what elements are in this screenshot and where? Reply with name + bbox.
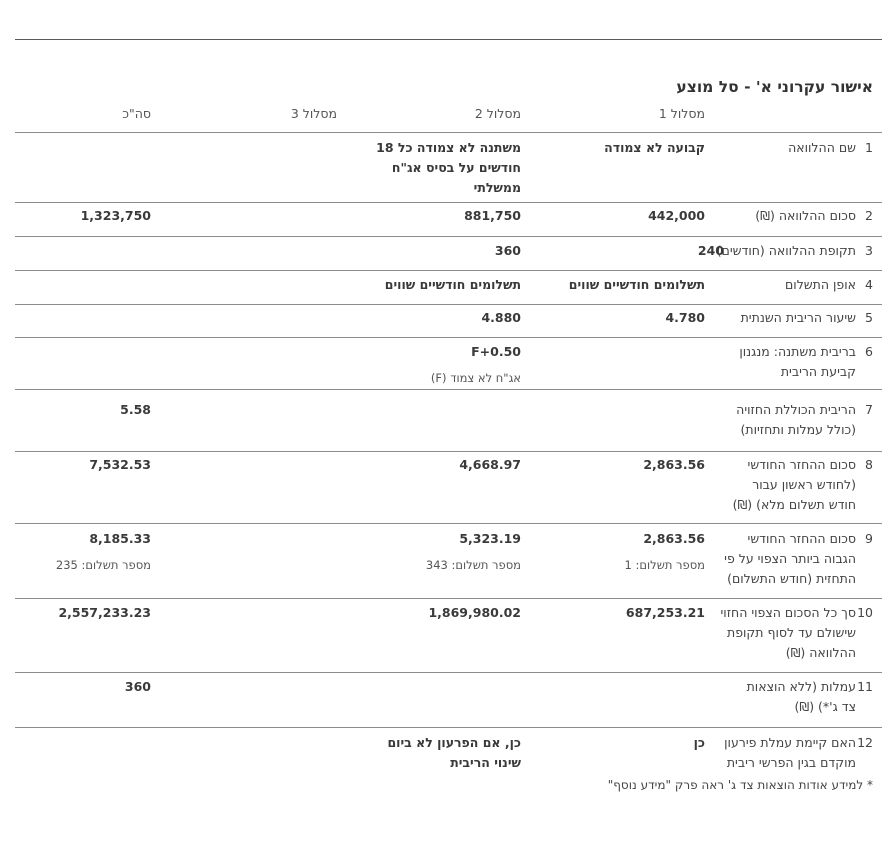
row-6-track2-sub: אג"ח לא צמוד (F): [430, 371, 521, 385]
row-label-text: האם קיימת עמלת פירעון מוקדם בגין הפרשי ריבית: [724, 735, 856, 770]
row-label-text: סכום ההלוואה (₪): [755, 208, 856, 223]
row-divider: [15, 727, 882, 728]
row-label-6: [723, 342, 873, 382]
row-number: 2: [865, 208, 873, 223]
row-label-11: [733, 677, 873, 717]
row-label-text: הריבית הכוללת החזויה (כולל עמלות ותחזיות): [736, 402, 856, 437]
row-3-track1: 240: [697, 243, 724, 258]
row-2-track1: 442,000: [648, 208, 705, 223]
row-label-text: תקופת ההלוואה (חודשים): [716, 243, 856, 258]
row-9-total-value: 8,185.33: [89, 531, 151, 546]
row-2-track2: 881,750: [464, 208, 521, 223]
row-label-5: [698, 308, 873, 328]
row-divider: [15, 270, 882, 271]
row-2-total: 1,323,750: [80, 208, 151, 223]
row-divider: [15, 304, 882, 305]
row-5-track2: 4.880: [481, 310, 521, 325]
row-number: 7: [865, 402, 873, 417]
row-label-2: [698, 206, 873, 226]
row-label-text: אופן התשלום: [785, 277, 856, 292]
row-label-10: [708, 603, 873, 663]
row-label-text: סכום ההחזר החודשי הגבוה ביותר הצפוי על פי התחזית (חודש התשלום): [724, 531, 856, 586]
row-label-8: [728, 455, 873, 515]
footnote: * למידע אודות הוצאות צד ג' ראה פרק "מידע נוסף": [607, 778, 873, 792]
row-9-track2-sub: מספר תשלום: 343: [425, 558, 521, 572]
row-number: 6: [865, 344, 873, 359]
row-divider: [15, 523, 882, 524]
row-divider: [15, 236, 882, 237]
row-divider: [15, 389, 882, 390]
row-divider: [15, 202, 882, 203]
row-label-3: [698, 241, 873, 261]
header-track-1: מסלול 1: [658, 106, 705, 121]
row-8-track1: 2,863.56: [643, 457, 705, 472]
row-9-track2: [346, 529, 521, 575]
row-10-total: 2,557,233.23: [58, 605, 151, 620]
row-number: 3: [865, 243, 873, 258]
top-divider: [15, 39, 882, 40]
row-number: 12: [857, 735, 873, 750]
row-label-text: סך כל הסכום הצפוי החזוי שישולם עד לסוף תקופת ההלוואה (₪): [720, 605, 856, 660]
row-label-1: [703, 138, 873, 158]
row-label-text: שיעור הריבית השנתית: [740, 310, 856, 325]
row-divider: [15, 672, 882, 673]
header-total: סה"כ: [122, 106, 151, 121]
row-6-track2-value: F+0.50: [471, 344, 521, 359]
row-9-total: [11, 529, 151, 575]
row-label-text: שם ההלוואה: [788, 140, 856, 155]
row-9-track1: [530, 529, 705, 575]
row-number: 5: [865, 310, 873, 325]
page-title: אישור עקרוני א' - סל מוצע: [676, 78, 873, 96]
row-label-9: [713, 529, 873, 589]
row-label-4: [698, 275, 873, 295]
row-11-total: 360: [124, 679, 151, 694]
row-number: 8: [865, 457, 873, 472]
row-6-track2: [346, 342, 521, 388]
row-4-track1: תשלומים חודשיים שווים: [568, 277, 705, 292]
row-7-total: 5.58: [120, 402, 151, 417]
row-1-track2: משתנה לא צמודה כל 18 חודשים על בסיס אג"ח ממשלתי: [376, 140, 521, 195]
row-label-text: עמלות (ללא הוצאות צד ג'*) (₪): [746, 679, 856, 714]
row-divider: [15, 451, 882, 452]
row-4-track2: תשלומים חודשיים שווים: [384, 277, 521, 292]
row-5-track1: 4.780: [665, 310, 705, 325]
row-number: 1: [865, 140, 873, 155]
row-number: 9: [865, 531, 873, 546]
row-number: 11: [857, 679, 873, 694]
row-label-text: סכום ההחזר החודשי (לחודש ראשון עבור חודש תשלום מלא) (₪): [732, 457, 856, 512]
row-divider: [15, 337, 882, 338]
header-divider: [15, 132, 882, 133]
row-label-7: [723, 400, 873, 440]
header-track-2: מסלול 2: [474, 106, 521, 121]
row-9-total-sub: מספר תשלום: 235: [55, 558, 151, 572]
row-12-track1: כן: [693, 735, 705, 750]
row-10-track1: 687,253.21: [625, 605, 705, 620]
header-track-3: מסלול 3: [290, 106, 337, 121]
row-number: 10: [857, 605, 873, 620]
row-12-track2: כן, אם הפרעון לא ביום שינוי הריבית: [387, 735, 521, 770]
row-9-track1-sub: מספר תשלום: 1: [624, 558, 705, 572]
row-1-track1: קבועה לא צמודה: [604, 140, 705, 155]
row-10-track2: 1,869,980.02: [428, 605, 521, 620]
row-8-track2: 4,668.97: [459, 457, 521, 472]
row-label-text: בריבית משתנה: מנגנון קביעת הריבית: [739, 344, 856, 379]
row-9-track2-value: 5,323.19: [459, 531, 521, 546]
row-label-12: [708, 733, 873, 773]
row-divider: [15, 598, 882, 599]
row-number: 4: [865, 277, 873, 292]
row-8-total: 7,532.53: [89, 457, 151, 472]
row-9-track1-value: 2,863.56: [643, 531, 705, 546]
row-3-track2: 360: [494, 243, 521, 258]
